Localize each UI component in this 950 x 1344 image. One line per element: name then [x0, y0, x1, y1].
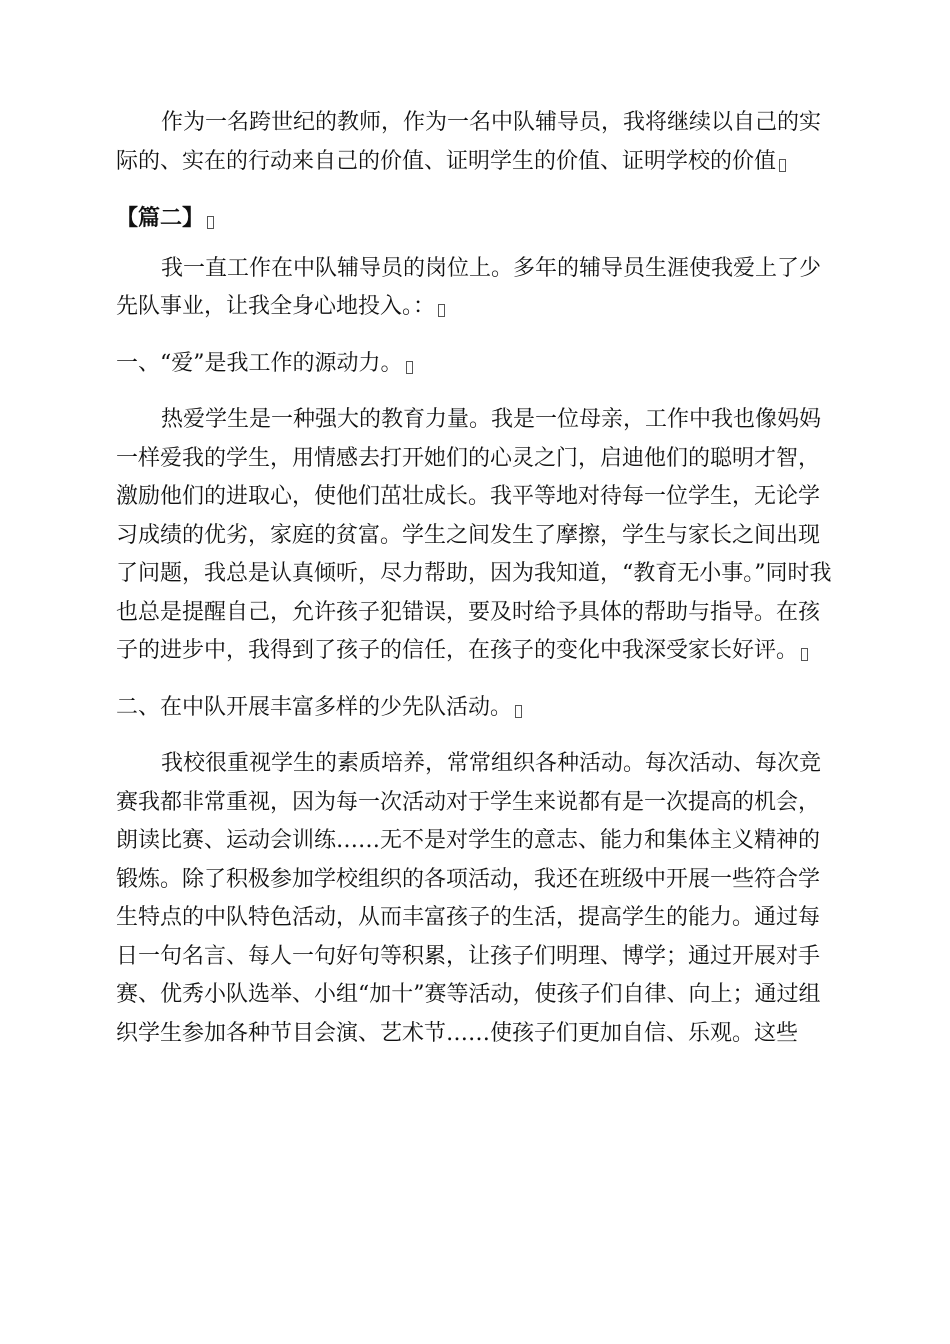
paragraph-1 [116, 104, 840, 181]
paragraph-mark-icon [801, 648, 808, 661]
section-title-text: 【篇二】 [116, 205, 205, 231]
paragraph-mark-icon [207, 216, 214, 229]
heading-1 [116, 345, 840, 384]
paragraph-1-text: 作为一名跨世纪的教师，作为一名中队辅导员，我将继续以自己的实际的、实在的行动来自己的价值、证明学生的价值、证明学校的价值 [116, 110, 822, 174]
paragraph-2-text: 我一直工作在中队辅导员的岗位上。多年的辅导员生涯使我爱上了少先队事业，让我全身心地投入。： [116, 255, 822, 319]
paragraph-2 [116, 250, 840, 327]
paragraph-mark-icon [515, 705, 522, 718]
paragraph-4 [116, 745, 840, 1053]
section-title [116, 199, 840, 238]
paragraph-mark-icon [406, 361, 413, 374]
paragraph-4-text: 我校很重视学生的素质培养，常常组织各种活动。每次活动、每次竞赛我都非常重视，因为每一次活动对于学生来说都有是一次提高的机会，朗读比赛、运动会训练……无不是对学生的意志、能力和集体主义精神的锻炼。除了积极参加学校组织的各项活动，我还在班级中开展一些符合学生特点的中队特色活动，从而丰富孩子的生活，提高学生的能力。通过每日一句名言、每人一句好句等积累，让孩子们明理、博学；通过开展对手赛、优秀小队选举、小组“加十”赛等活动，使孩子们自律、向上；通过组织学生参加各种节目会演、艺术节……使孩子们更加自信、乐观。这些 [116, 751, 822, 1046]
paragraph-3 [116, 401, 840, 671]
heading-2-text: 二、在中队开展丰富多样的少先队活动。 [116, 694, 513, 720]
heading-2 [116, 689, 840, 728]
paragraph-mark-icon [438, 304, 445, 317]
heading-1-text: 一、“爱”是我工作的源动力。 [116, 350, 403, 376]
paragraph-mark-icon [779, 159, 786, 172]
paragraph-3-text: 热爱学生是一种强大的教育力量。我是一位母亲，工作中我也像妈妈一样爱我的学生，用情感去打开她们的心灵之门，启迪他们的聪明才智，激励他们的进取心，使他们茁壮成长。我平等地对待每一位学生，无论学习成绩的优劣，家庭的贫富。学生之间发生了摩擦，学生与家长之间出现了问题，我总是认真倾听，尽力帮助，因为我知道，“教育无小事。”同时我也总是提醒自己，允许孩子犯错误，要及时给予具体的帮助与指导。在孩子的进步中，我得到了孩子的信任，在孩子的变化中我深受家长好评。 [116, 407, 832, 663]
